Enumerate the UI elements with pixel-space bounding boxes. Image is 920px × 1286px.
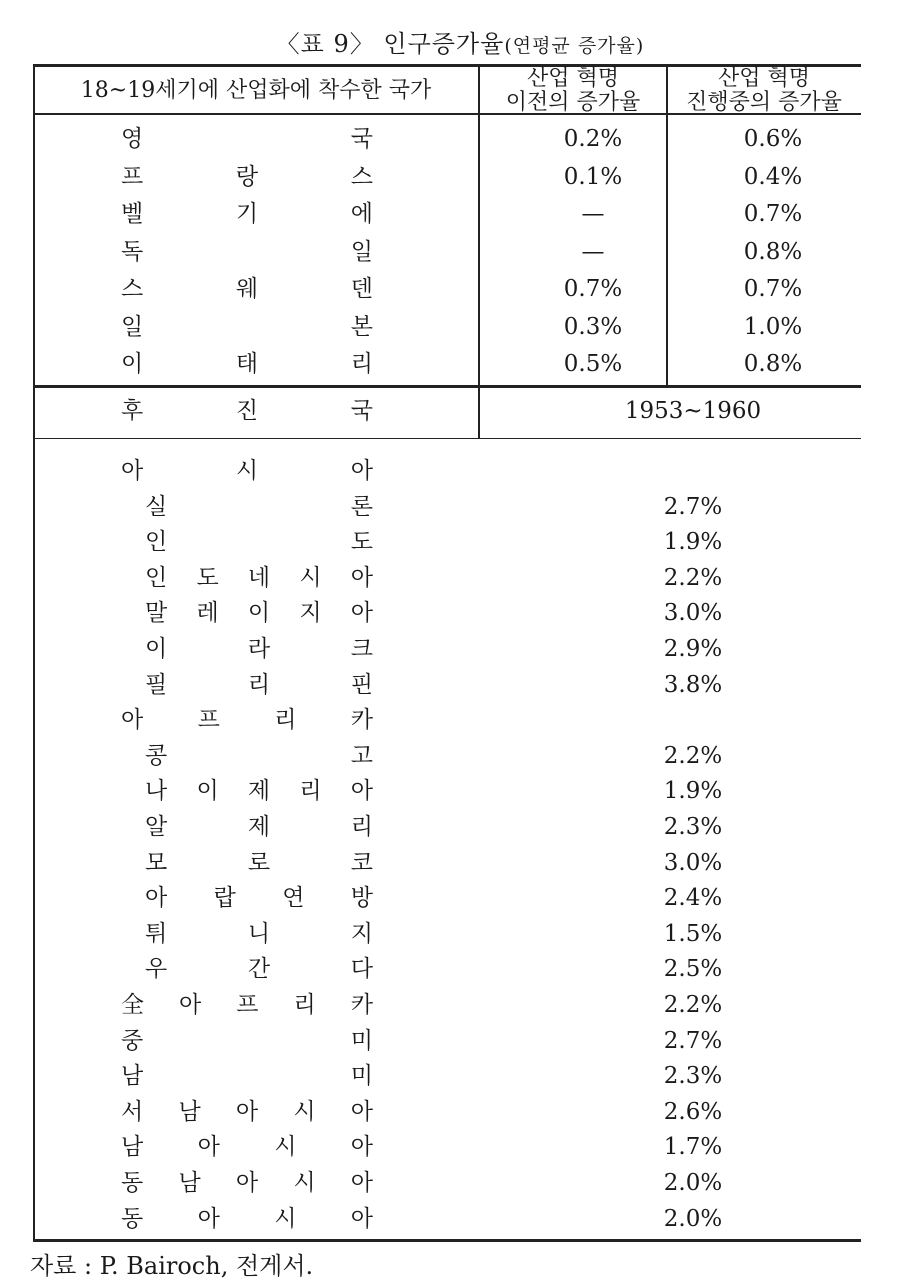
growth-during-value: 0.7% bbox=[743, 276, 803, 302]
country-name-char: 이 bbox=[196, 778, 219, 805]
table-row bbox=[33, 159, 861, 195]
country-name bbox=[145, 489, 373, 525]
late-header-rule bbox=[33, 438, 861, 439]
late-header-char: 국 bbox=[350, 398, 373, 424]
late-header-row bbox=[33, 393, 861, 429]
header-country-col: 18~19세기에 산업화에 착수한 국가 bbox=[80, 78, 432, 103]
country-name bbox=[121, 159, 373, 195]
growth-value: 1.9% bbox=[663, 778, 723, 805]
country-name-char: 남 bbox=[178, 1170, 201, 1196]
growth-during-value: 0.4% bbox=[743, 163, 803, 190]
table-row bbox=[33, 880, 861, 916]
growth-during-value: 0.8% bbox=[743, 351, 803, 377]
growth-value: 3.8% bbox=[663, 671, 723, 698]
country-name-char: 미 bbox=[350, 1027, 373, 1054]
caption-title: 〈표 9〉 인구증가율 bbox=[275, 30, 505, 58]
country-name-char: 덴 bbox=[350, 276, 373, 302]
country-name-char: 시 bbox=[299, 564, 322, 591]
region-name bbox=[121, 1058, 373, 1094]
header-before-line1: 산업 혁명 bbox=[526, 66, 619, 91]
growth-value: 1.5% bbox=[663, 920, 723, 947]
country-name-char: 도 bbox=[350, 529, 373, 556]
country-name-char: 아 bbox=[197, 1134, 220, 1161]
country-name-char: 아 bbox=[350, 778, 373, 805]
country-name bbox=[145, 809, 373, 845]
growth-value: 2.2% bbox=[663, 742, 723, 769]
growth-during-value: 1.0% bbox=[743, 313, 803, 340]
country-name-char: 아 bbox=[350, 1170, 373, 1196]
growth-value: 2.0% bbox=[663, 1170, 723, 1196]
country-name-char: 동 bbox=[121, 1205, 144, 1232]
country-name-char: 도 bbox=[196, 564, 219, 591]
header-during-line2: 진행중의 증가율 bbox=[686, 90, 842, 115]
country-name-char: 네 bbox=[247, 564, 271, 591]
late-header-char: 후 bbox=[121, 398, 144, 424]
table-row bbox=[33, 595, 861, 631]
growth-value: 2.2% bbox=[663, 992, 723, 1018]
country-name-char: 국 bbox=[350, 126, 373, 152]
country-name-char: 아 bbox=[350, 564, 373, 591]
country-name-char: 아 bbox=[179, 992, 202, 1018]
table-row bbox=[33, 346, 861, 382]
country-name-char: 필 bbox=[145, 671, 168, 698]
country-name-char: 콩 bbox=[145, 742, 168, 769]
country-name bbox=[121, 346, 373, 382]
country-name-char: 벨 bbox=[121, 201, 144, 227]
country-name-char: 아 bbox=[121, 458, 144, 484]
growth-before-value: 0.5% bbox=[563, 351, 623, 377]
country-name-char: 아 bbox=[350, 1098, 373, 1125]
country-name-char: 이 bbox=[145, 636, 168, 662]
country-name-char: 아 bbox=[350, 458, 373, 484]
country-name bbox=[145, 951, 373, 987]
table-row bbox=[33, 809, 861, 845]
table-row bbox=[33, 309, 861, 345]
country-name-char: 지 bbox=[299, 600, 322, 627]
growth-value: 1.9% bbox=[663, 529, 723, 556]
country-name-char: 니 bbox=[247, 920, 271, 947]
country-name-char: 프 bbox=[197, 707, 220, 734]
late-header-char: 진 bbox=[235, 398, 259, 424]
region-name bbox=[121, 1129, 373, 1165]
country-name-char: 남 bbox=[178, 1098, 201, 1125]
country-name-char: 모 bbox=[145, 849, 168, 876]
country-name-char: 본 bbox=[350, 313, 373, 340]
growth-value: 2.7% bbox=[663, 1027, 723, 1054]
country-name bbox=[145, 773, 373, 809]
country-name-char: 고 bbox=[350, 742, 373, 769]
growth-value: 2.6% bbox=[663, 1098, 723, 1125]
region-name bbox=[121, 702, 373, 738]
growth-value: 2.2% bbox=[663, 564, 723, 591]
country-name-char: 아 bbox=[121, 707, 144, 734]
country-name-char: 시 bbox=[235, 458, 259, 484]
country-name-char: 랍 bbox=[213, 885, 236, 912]
country-name bbox=[121, 196, 373, 232]
country-name-char: 연 bbox=[282, 885, 305, 912]
table-row bbox=[33, 773, 861, 809]
region-name bbox=[121, 1201, 373, 1237]
header-during-col bbox=[671, 67, 857, 115]
table-row bbox=[33, 271, 861, 307]
growth-before-value: 0.1% bbox=[563, 163, 623, 190]
country-name-char: 아 bbox=[197, 1205, 220, 1232]
growth-during-value: 0.6% bbox=[743, 126, 803, 152]
region-row bbox=[33, 1023, 861, 1059]
country-name-char: 일 bbox=[350, 238, 373, 265]
country-name-char: 남 bbox=[121, 1063, 144, 1090]
region-row bbox=[33, 702, 861, 738]
growth-before-value: 0.7% bbox=[563, 276, 623, 302]
country-name-char: 이 bbox=[121, 351, 144, 377]
growth-before-value: 0.2% bbox=[563, 126, 623, 152]
country-name-char: 알 bbox=[145, 814, 168, 840]
region-name bbox=[121, 1094, 373, 1130]
growth-before-value: — bbox=[581, 201, 605, 227]
country-name-char: 시 bbox=[274, 1134, 297, 1161]
region-row bbox=[33, 1129, 861, 1165]
country-name-char: 핀 bbox=[350, 671, 373, 698]
growth-value: 2.3% bbox=[663, 814, 723, 840]
country-name-char: 웨 bbox=[235, 276, 259, 302]
region-row bbox=[33, 453, 861, 489]
country-name-char: 인 bbox=[145, 529, 168, 556]
country-name bbox=[145, 595, 373, 631]
country-name-char: 全 bbox=[121, 992, 144, 1018]
country-name-char: 론 bbox=[350, 493, 373, 520]
growth-value: 3.0% bbox=[663, 849, 723, 876]
country-name-char: 아 bbox=[235, 1170, 259, 1196]
country-name-char: 아 bbox=[145, 885, 168, 912]
growth-value: 2.9% bbox=[663, 636, 723, 662]
country-name-char: 서 bbox=[121, 1098, 144, 1125]
growth-before-value: — bbox=[581, 238, 605, 265]
country-name-char: 리 bbox=[350, 814, 373, 840]
header-before-line2: 이전의 증가율 bbox=[505, 90, 641, 115]
country-name-char: 리 bbox=[274, 707, 297, 734]
country-name-char: 기 bbox=[235, 201, 259, 227]
table-row bbox=[33, 845, 861, 881]
country-name-char: 독 bbox=[121, 238, 144, 265]
country-name-char: 아 bbox=[350, 1134, 373, 1161]
header-before-col bbox=[483, 67, 663, 115]
table-row bbox=[33, 121, 861, 157]
region-row bbox=[33, 1165, 861, 1201]
country-name bbox=[145, 880, 373, 916]
region-row bbox=[33, 1201, 861, 1237]
country-name-char: 리 bbox=[299, 778, 322, 805]
country-name bbox=[145, 631, 373, 667]
country-name bbox=[121, 234, 373, 270]
table-row bbox=[33, 560, 861, 596]
country-name-char: 우 bbox=[145, 956, 168, 983]
country-name-char: 에 bbox=[350, 201, 373, 227]
country-name-char: 태 bbox=[235, 351, 259, 377]
country-name-char: 리 bbox=[247, 671, 271, 698]
country-name bbox=[145, 667, 373, 703]
country-name bbox=[121, 309, 373, 345]
country-name bbox=[145, 560, 373, 596]
country-name bbox=[121, 271, 373, 307]
table-row bbox=[33, 489, 861, 525]
table-row bbox=[33, 667, 861, 703]
country-name-char: 스 bbox=[121, 276, 144, 302]
country-name bbox=[145, 738, 373, 774]
region-name bbox=[121, 1165, 373, 1201]
growth-during-value: 0.8% bbox=[743, 238, 803, 265]
region-name bbox=[121, 1023, 373, 1059]
growth-value: 1.7% bbox=[663, 1134, 723, 1161]
country-name-char: 동 bbox=[121, 1170, 144, 1196]
country-name-char: 일 bbox=[121, 313, 144, 340]
country-name-char: 카 bbox=[350, 992, 373, 1018]
country-name-char: 카 bbox=[350, 707, 373, 734]
country-name-char: 인 bbox=[145, 564, 168, 591]
country-name-char: 리 bbox=[350, 351, 373, 377]
country-name bbox=[145, 524, 373, 560]
country-name-char: 아 bbox=[235, 1098, 259, 1125]
table-caption bbox=[0, 24, 920, 59]
country-name-char: 이 bbox=[247, 600, 271, 627]
header-divider-2 bbox=[666, 67, 668, 113]
population-growth-table bbox=[33, 64, 861, 1242]
country-name-char: 시 bbox=[274, 1205, 297, 1232]
growth-value: 2.3% bbox=[663, 1063, 723, 1090]
caption-subtitle: (연평균 증가율) bbox=[504, 35, 645, 57]
country-name-char: 시 bbox=[293, 1098, 316, 1125]
growth-value: 2.4% bbox=[663, 885, 723, 912]
region-name bbox=[121, 987, 373, 1023]
table-row bbox=[33, 951, 861, 987]
country-name-char: 다 bbox=[350, 956, 373, 983]
source-note: 자료 : P. Bairoch, 전게서. bbox=[30, 1252, 314, 1280]
table-row bbox=[33, 524, 861, 560]
country-name-char: 코 bbox=[350, 849, 373, 876]
late-header-label bbox=[121, 393, 373, 429]
table-row bbox=[33, 196, 861, 232]
region-row bbox=[33, 987, 861, 1023]
growth-before-value: 0.3% bbox=[563, 313, 623, 340]
country-name-char: 프 bbox=[121, 163, 144, 190]
growth-during-value: 0.7% bbox=[743, 201, 803, 227]
region-row bbox=[33, 1058, 861, 1094]
growth-value: 2.7% bbox=[663, 493, 723, 520]
country-name-char: 레 bbox=[196, 600, 219, 627]
country-name-char: 랑 bbox=[235, 163, 259, 190]
header-divider-1 bbox=[478, 67, 480, 113]
country-name-char: 지 bbox=[350, 920, 373, 947]
growth-value: 2.0% bbox=[663, 1205, 723, 1232]
header-during-line1: 산업 혁명 bbox=[717, 66, 810, 91]
country-name-char: 중 bbox=[121, 1027, 144, 1054]
late-header-period: 1953~1960 bbox=[624, 398, 762, 424]
country-name-char: 간 bbox=[247, 956, 271, 983]
country-name-char: 제 bbox=[247, 814, 271, 840]
country-name-char: 실 bbox=[145, 493, 168, 520]
table-row bbox=[33, 738, 861, 774]
country-name-char: 제 bbox=[247, 778, 271, 805]
table-row bbox=[33, 916, 861, 952]
country-name-char: 나 bbox=[145, 778, 168, 805]
country-name-char: 스 bbox=[350, 163, 373, 190]
country-name-char: 아 bbox=[350, 1205, 373, 1232]
growth-value: 2.5% bbox=[663, 956, 723, 983]
country-name-char: 미 bbox=[350, 1063, 373, 1090]
section-rule bbox=[33, 385, 861, 388]
country-name-char: 튀 bbox=[145, 920, 168, 947]
country-name-char: 아 bbox=[350, 600, 373, 627]
country-name bbox=[145, 916, 373, 952]
country-name-char: 리 bbox=[293, 992, 316, 1018]
country-name-char: 크 bbox=[350, 636, 373, 662]
country-name-char: 남 bbox=[121, 1134, 144, 1161]
country-name-char: 방 bbox=[350, 885, 373, 912]
growth-value: 3.0% bbox=[663, 600, 723, 627]
country-name bbox=[145, 845, 373, 881]
country-name-char: 시 bbox=[293, 1170, 316, 1196]
country-name-char: 영 bbox=[121, 126, 144, 152]
country-name-char: 로 bbox=[247, 849, 271, 876]
country-name-char: 라 bbox=[247, 636, 271, 662]
region-name bbox=[121, 453, 373, 489]
table-row bbox=[33, 631, 861, 667]
table-row bbox=[33, 234, 861, 270]
country-name bbox=[121, 121, 373, 157]
country-name-char: 말 bbox=[145, 600, 168, 627]
region-row bbox=[33, 1094, 861, 1130]
country-name-char: 프 bbox=[236, 992, 259, 1018]
